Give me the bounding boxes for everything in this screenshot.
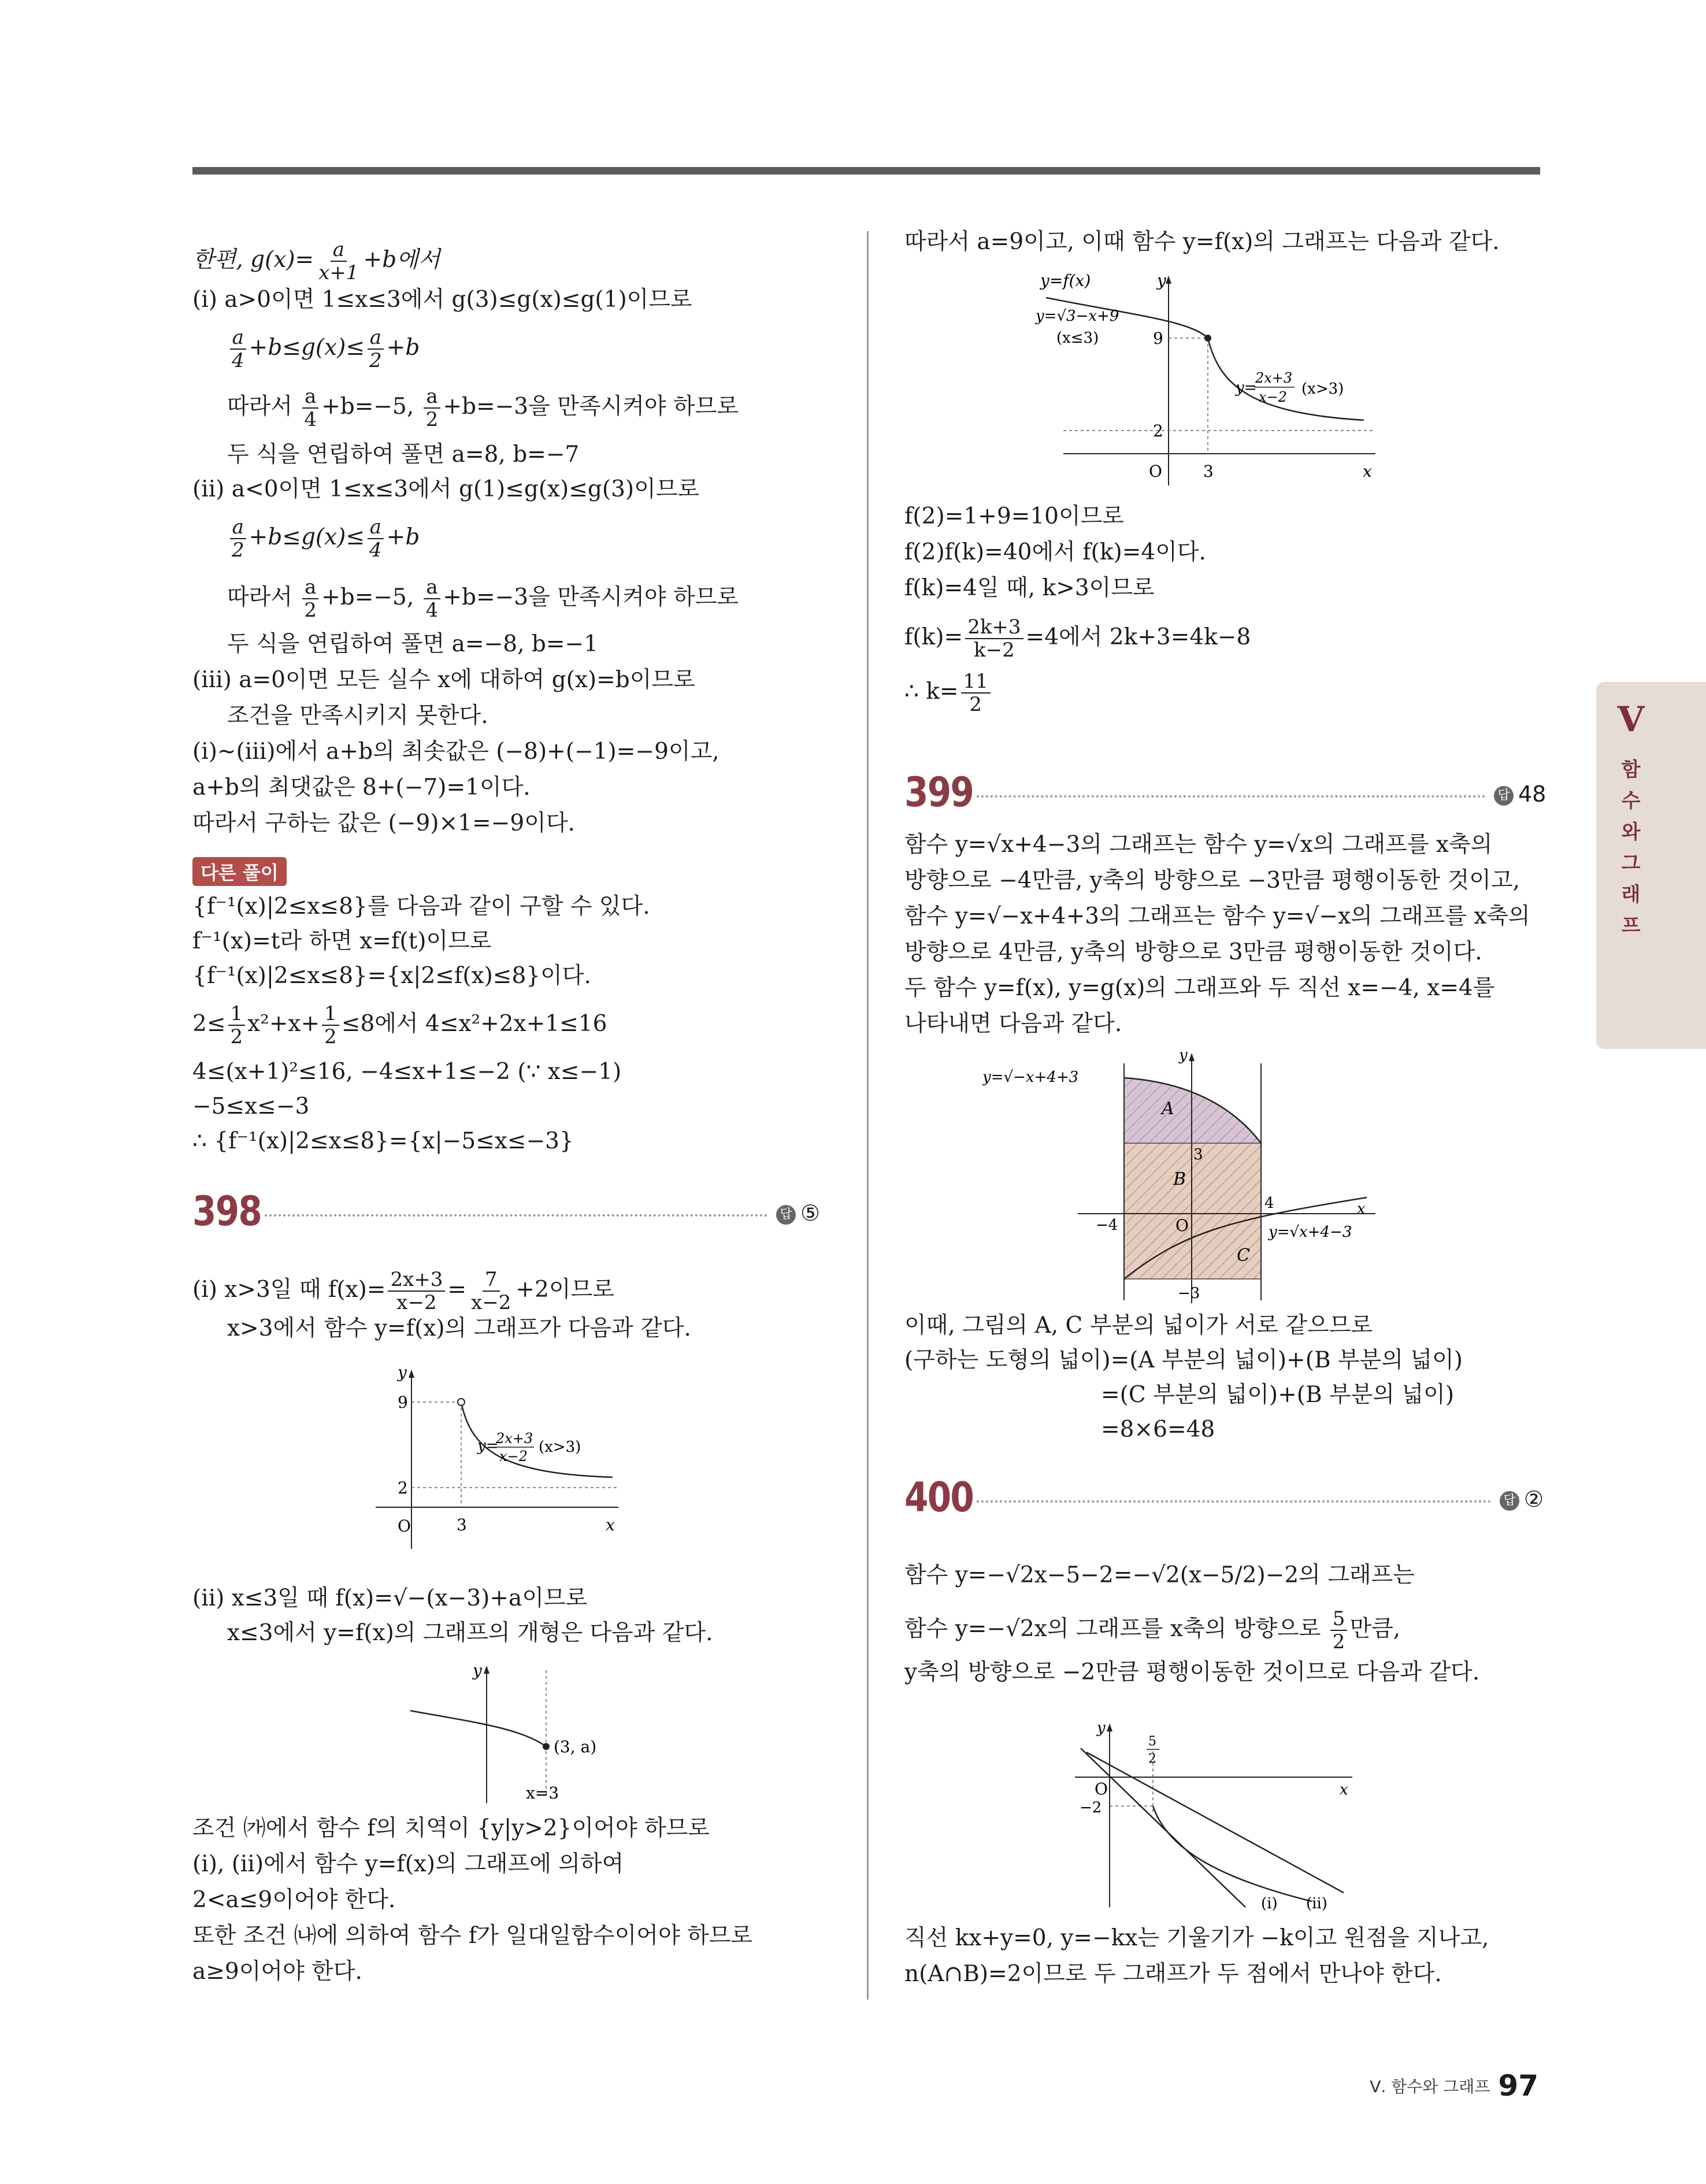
fraction: $\frac{a}{2}$ — [302, 576, 319, 621]
fraction: $\frac{a}{x+1}$ — [318, 238, 359, 284]
p400-end-2: n(A∩B)=2이므로 두 그래프가 두 점에서 만나야 한다. — [904, 1961, 1442, 1987]
answer-label: 답 ⑤ — [776, 1200, 820, 1226]
curve — [1153, 1806, 1312, 1901]
chapter-char: 래 — [1621, 883, 1641, 906]
right-line-1: 따라서 a=9이고, 이때 함수 y=f(x)의 그래프는 다음과 같다. — [904, 229, 1500, 255]
chapter-number: Ⅴ — [1617, 699, 1645, 740]
case1-inequality: $\frac{a}{4}$ +b≤g(x)≤ $\frac{a}{2}$ +b — [227, 327, 420, 372]
graph-398-ii — [405, 1659, 624, 1809]
tick-num: 5 — [1148, 1734, 1156, 1749]
p398-ii-line-2: x≤3에서 y=f(x)의 그래프의 개형은 다음과 같다. — [227, 1620, 713, 1646]
eq-num: 2x+3 — [496, 1430, 533, 1447]
function-label: y=f(x) — [1040, 271, 1091, 290]
fraction: $\frac{a}{2}$ — [367, 327, 384, 372]
problem-number: 400 — [904, 1474, 974, 1521]
case3-line: (ⅲ) a=0이면 모든 실수 x에 대하여 g(x)=b이므로 — [192, 667, 695, 693]
origin-label: O — [398, 1516, 411, 1536]
cond-label: (x>3) — [1301, 380, 1344, 398]
origin-label: O — [1095, 1779, 1108, 1799]
footer-label: Ⅴ. 함수와 그래프 — [1370, 2077, 1490, 2096]
graph-399 — [982, 1046, 1433, 1312]
p398-text-5: a≥9이어야 한다. — [192, 1959, 362, 1985]
tick-label: 3 — [457, 1515, 467, 1534]
p399-m3: =(C 부분의 넓이)+(B 부분의 넓이) — [1101, 1382, 1455, 1408]
case2-inequality: $\frac{a}{2}$ +b≤g(x)≤ $\frac{a}{4}$ +b — [227, 516, 420, 561]
chapter-char: 그 — [1621, 852, 1641, 875]
top-rule — [192, 167, 1540, 175]
p400-line-2: 함수 y=−√2x의 그래프를 x축의 방향으로 $\frac{5}{2}$ 만큼, — [904, 1607, 1401, 1653]
top-curve-label: y=√−x+4+3 — [982, 1069, 1079, 1086]
fraction: $\frac{a}{4}$ — [424, 576, 441, 621]
p398-text-4: 또한 조건 ㈏에 의하여 함수 f가 일대일함수이어야 하므로 — [192, 1923, 753, 1949]
chapter-char: 수 — [1621, 789, 1641, 813]
tick-label: 4 — [1264, 1195, 1274, 1212]
closed-point — [543, 1743, 550, 1750]
origin-label: O — [1175, 1216, 1189, 1235]
tick-den: 2 — [1148, 1752, 1156, 1766]
p399-line-4: 방향으로 4만큼, y축의 방향으로 3만큼 평행이동한 것이다. — [904, 939, 1482, 965]
y-label: y — [473, 1661, 482, 1680]
p400-line-3: y축의 방향으로 −2만큼 평행이동한 것이므로 다음과 같다. — [904, 1659, 1480, 1685]
summary-line-3: 따라서 구하는 값은 (−9)×1=−9이다. — [192, 810, 575, 836]
answer-label: 답 48 — [1494, 781, 1546, 807]
tick-label: −3 — [1178, 1285, 1200, 1302]
dotted-leader — [977, 795, 1485, 798]
fraction: $\frac{a}{4}$ — [367, 516, 384, 561]
fraction: $\frac{7}{x-2}$ — [471, 1268, 511, 1314]
right-line-2: f(2)=1+9=10이므로 — [904, 503, 1124, 529]
right-line-3: f(2)f(k)=40에서 f(k)=4이다. — [904, 539, 1206, 565]
fraction: $\frac{2k+3}{k-2}$ — [965, 616, 1023, 661]
p398-text-2: (ⅰ), (ⅱ)에서 함수 y=f(x)의 그래프에 의하여 — [192, 1851, 624, 1877]
alt-line-3: {f⁻¹(x)|2≤x≤8}={x|2≤f(x)≤8}이다. — [192, 963, 591, 989]
dotted-leader — [265, 1214, 767, 1217]
problem-number: 398 — [192, 1188, 262, 1235]
y-label: y — [398, 1364, 407, 1382]
region-a-label: A — [1162, 1099, 1174, 1119]
answer-icon: 답 — [1500, 1491, 1519, 1511]
case2-line: (ⅱ) a<0이면 1≤x≤3에서 g(1)≤g(x)≤g(3)이므로 — [192, 476, 700, 502]
case1-line: (ⅰ) a>0이면 1≤x≤3에서 g(3)≤g(x)≤g(1)이므로 — [192, 287, 692, 313]
column-divider — [867, 231, 869, 2000]
arrow-icon — [1166, 276, 1171, 284]
x-label: x — [606, 1515, 615, 1534]
problem-399-header — [904, 769, 1546, 821]
hatch-a — [1124, 1078, 1261, 1143]
tick-label: −4 — [1096, 1217, 1118, 1234]
problem-398-header — [192, 1188, 834, 1240]
right-line-5: f(k)= $\frac{2k+3}{k-2}$ =4에서 2k+3=4k−8 — [904, 615, 1251, 662]
eq-label: y= — [477, 1437, 499, 1455]
p398-line-1: (ⅰ) x>3일 때 f(x)= $\frac{2x+3}{x-2}$ = $\frac{7}{x-2}$ +2이므로 — [192, 1268, 614, 1314]
point-label: (3, a) — [554, 1737, 597, 1756]
answer-icon: 답 — [1494, 786, 1514, 806]
tick-label: 2 — [398, 1478, 408, 1497]
cond-label: (x>3) — [539, 1438, 581, 1456]
page-number: 97 — [1498, 2069, 1538, 2103]
right-line-4: f(k)=4일 때, k>3이므로 — [904, 575, 1155, 601]
chapter-char: 와 — [1621, 821, 1641, 844]
p398-text-3: 2<a≤9이어야 한다. — [192, 1887, 396, 1913]
p399-line-2: 방향으로 −4만큼, y축의 방향으로 −3만큼 평행이동한 것이고, — [904, 867, 1520, 893]
answer-icon: 답 — [776, 1205, 796, 1225]
y-label: y — [1157, 271, 1166, 290]
eq-num: 2x+3 — [1255, 370, 1293, 386]
bottom-curve-label: y=√x+4−3 — [1269, 1223, 1352, 1241]
line-label: x=3 — [526, 1783, 559, 1803]
fraction: $\frac{1}{2}$ — [228, 1003, 246, 1048]
alt-line-6: −5≤x≤−3 — [192, 1093, 310, 1119]
p400-end-1: 직선 kx+y=0, y=−kx는 기울기가 −k이고 원점을 지나고, — [904, 1925, 1489, 1951]
fraction: $\frac{a}{2}$ — [229, 516, 247, 561]
intro-line: 한편, g(x)= $\frac{a}{x+1}$ +b에서 — [192, 238, 440, 284]
p399-line-3: 함수 y=√−x+4+3의 그래프는 함수 y=√−x의 그래프를 x축의 — [904, 903, 1530, 929]
closed-point — [1204, 335, 1211, 342]
sqrt-label: y=√3−x+9 — [1036, 307, 1119, 325]
alt-line-1: {f⁻¹(x)|2≤x≤8}를 다음과 같이 구할 수 있다. — [192, 893, 650, 919]
chapter-side-tab — [1596, 682, 1706, 1049]
fraction: $\frac{5}{2}$ — [1330, 1608, 1348, 1653]
tick-label: 3 — [1203, 462, 1214, 481]
alt-line-5: 4≤(x+1)²≤16, −4≤x+1≤−2 (∵ x≤−1) — [192, 1059, 622, 1085]
p398-line-2: x>3에서 함수 y=f(x)의 그래프가 다음과 같다. — [227, 1315, 691, 1341]
curve — [410, 1711, 546, 1747]
case3-line-2: 조건을 만족시키지 못한다. — [227, 703, 488, 729]
p399-line-5: 두 함수 y=f(x), y=g(x)의 그래프와 두 직선 x=−4, x=4를 — [904, 975, 1495, 1001]
x-label: x — [1363, 462, 1372, 481]
tick-label: 9 — [398, 1393, 408, 1412]
graph-400 — [1069, 1716, 1370, 1913]
arrow-icon — [1189, 1053, 1195, 1061]
p398-text-1: 조건 ㈎에서 함수 f의 치역이 {y|y>2}이어야 하므로 — [192, 1815, 710, 1841]
x-label: x — [1357, 1200, 1366, 1218]
region-b-label: B — [1173, 1169, 1186, 1189]
graph-398-final — [1029, 263, 1399, 488]
problem-400-header — [904, 1474, 1546, 1526]
fraction: $\frac{1}{2}$ — [322, 1003, 339, 1048]
dotted-leader — [977, 1500, 1491, 1503]
p398-ii-line-1: (ⅱ) x≤3일 때 f(x)=√−(x−3)+a이므로 — [192, 1585, 588, 1611]
eq-den: x−2 — [1259, 389, 1287, 405]
line-i — [1081, 1748, 1245, 1907]
p399-m2: (구하는 도형의 넓이)=(A 부분의 넓이)+(B 부분의 넓이) — [904, 1347, 1463, 1373]
problem-number: 399 — [904, 769, 974, 816]
chapter-char: 프 — [1621, 914, 1641, 937]
x-label: x — [1340, 1781, 1348, 1799]
case2-condition: 따라서 $\frac{a}{2}$ +b=−5, $\frac{a}{4}$ +b=−3을 만족시켜야 하므로 — [227, 576, 739, 622]
case1-condition: 따라서 $\frac{a}{4}$ +b=−5, $\frac{a}{2}$ +b=−3을 만족시켜야 하므로 — [227, 385, 739, 431]
chapter-char: 함 — [1621, 758, 1641, 781]
p399-m1: 이때, 그림의 A, C 부분의 넓이가 서로 같으므로 — [904, 1312, 1373, 1338]
right-line-6: ∴ k= $\frac{11}{2}$ — [904, 670, 993, 715]
eq-label: y= — [1236, 379, 1257, 396]
fraction: $\frac{2x+3}{x-2}$ — [388, 1269, 445, 1314]
tick-label: −2 — [1080, 1799, 1102, 1816]
origin-label: O — [1149, 462, 1162, 481]
y-label: y — [1179, 1047, 1188, 1064]
fraction: $\frac{a}{2}$ — [424, 385, 441, 431]
cond-label: (x≤3) — [1056, 329, 1099, 347]
alt-line-4: 2≤ $\frac{1}{2}$ x²+x+ $\frac{1}{2}$ ≤8에서 4≤x²+2x+1≤16 — [192, 1002, 607, 1048]
arrow-icon — [1107, 1723, 1112, 1731]
fraction: $\frac{a}{4}$ — [229, 327, 247, 372]
alt-solution-badge: 다른 풀이 — [192, 857, 287, 886]
y-label: y — [1097, 1719, 1106, 1737]
tick-label: 3 — [1193, 1146, 1203, 1163]
answer-label: 답 ② — [1500, 1486, 1544, 1512]
p399-line-1: 함수 y=√x+4−3의 그래프는 함수 y=√x의 그래프를 x축의 — [904, 832, 1493, 858]
line-ii — [1086, 1752, 1344, 1893]
summary-line-2: a+b의 최댓값은 8+(−7)=1이다. — [192, 774, 531, 800]
fraction: $\frac{a}{4}$ — [302, 385, 319, 431]
alt-line-7: ∴ {f⁻¹(x)|2≤x≤8}={x|−5≤x≤−3} — [192, 1128, 574, 1154]
alt-line-2: f⁻¹(x)=t라 하면 x=f(t)이므로 — [192, 928, 492, 954]
line-ii-label: (ⅱ) — [1306, 1895, 1327, 1912]
case1-solution: 두 식을 연립하여 풀면 a=8, b=−7 — [227, 442, 580, 468]
page-footer — [1370, 2069, 1538, 2103]
eq-den: x−2 — [499, 1448, 528, 1464]
graph-398-i — [370, 1364, 630, 1555]
tick-label: 9 — [1153, 329, 1163, 348]
case2-solution: 두 식을 연립하여 풀면 a=−8, b=−1 — [227, 631, 599, 657]
arrow-icon — [484, 1666, 489, 1674]
tick-label: 2 — [1153, 421, 1163, 440]
p399-line-6: 나타내면 다음과 같다. — [904, 1011, 1122, 1037]
p399-m4: =8×6=48 — [1101, 1417, 1215, 1443]
p400-line-1: 함수 y=−√2x−5−2=−√2(x−5/2)−2의 그래프는 — [904, 1562, 1415, 1588]
open-point — [458, 1399, 465, 1406]
region-c-label: C — [1237, 1245, 1250, 1266]
arrow-icon — [409, 1370, 414, 1378]
chapter-name — [1596, 754, 1666, 941]
line-i-label: (ⅰ) — [1261, 1895, 1278, 1912]
summary-line-1: (ⅰ)~(ⅲ)에서 a+b의 최솟값은 (−8)+(−1)=−9이고, — [192, 739, 720, 765]
fraction: $\frac{11}{2}$ — [961, 670, 991, 715]
